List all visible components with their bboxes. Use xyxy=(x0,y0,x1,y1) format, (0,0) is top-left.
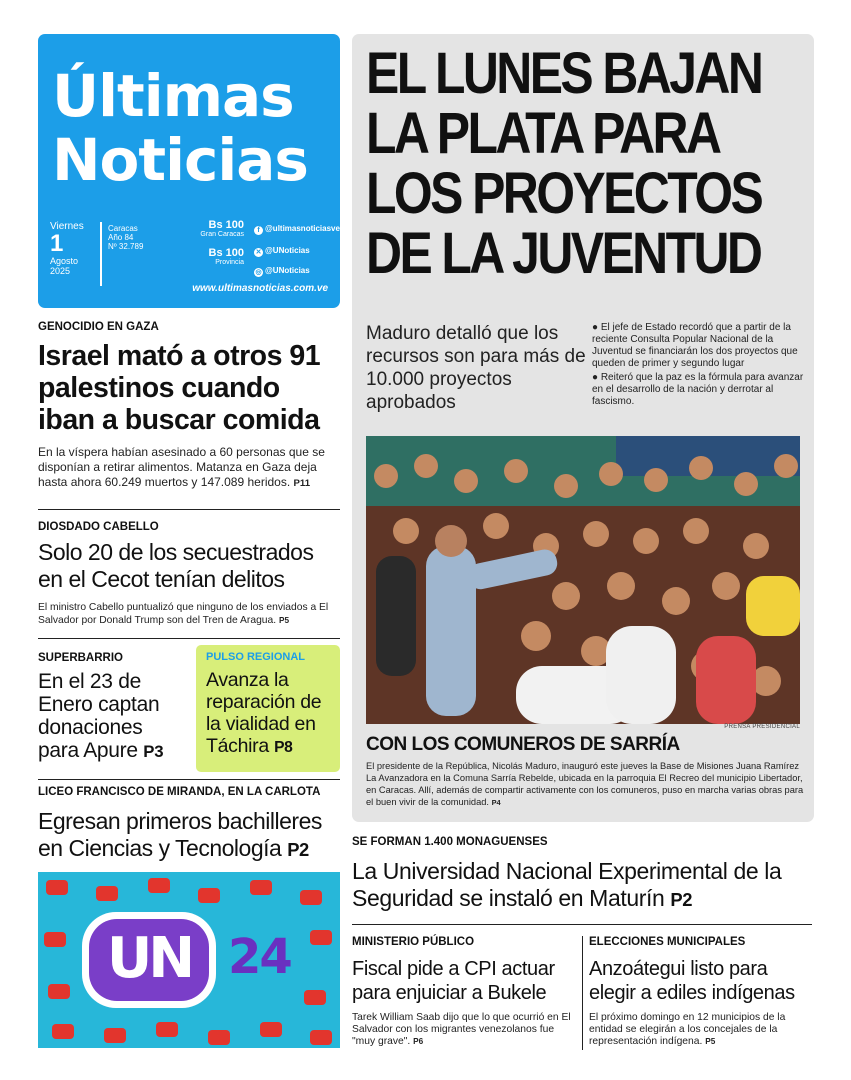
page-ref: P3 xyxy=(143,742,164,761)
summary-text: El próximo domingo en 12 municipios de la entidad se elegirán a los concejales de la representación indígena. xyxy=(589,1012,786,1047)
page-ref: P4 xyxy=(491,798,501,807)
instagram-handle: @UNoticias xyxy=(265,266,310,275)
masthead xyxy=(38,34,340,308)
kicker-pulso: PULSO REGIONAL xyxy=(206,651,306,663)
masthead-info xyxy=(50,219,340,290)
page-ref: P5 xyxy=(279,616,290,625)
summary-elecciones xyxy=(589,1012,809,1048)
headline-ministerio[interactable]: Fiscal pide a CPI actuar para enjuiciar a Bukele xyxy=(352,958,555,1004)
instagram-link[interactable] xyxy=(254,266,344,277)
twitter-handle: @UNoticias xyxy=(265,246,310,255)
lead-photo[interactable] xyxy=(366,436,800,724)
summary-ministerio xyxy=(352,1012,572,1048)
lead-headline-line: DE LA JUVENTUD xyxy=(366,221,761,286)
headline-text: Egresan primeros bachilleres en Ciencias y Tecnología xyxy=(38,808,322,861)
instagram-icon: ◎ xyxy=(255,269,262,276)
headline-elecciones[interactable]: Anzoátegui listo para elegir a ediles indígenas xyxy=(589,958,795,1004)
price-amount: Bs 100 xyxy=(208,247,244,259)
un-logo-card xyxy=(82,912,216,1008)
newspaper-logo[interactable] xyxy=(52,64,308,192)
headline-superbarrio[interactable] xyxy=(38,670,188,763)
lead-bullets xyxy=(592,322,804,410)
twitter-icon: ✕ xyxy=(255,249,262,256)
pulso-regional-box[interactable] xyxy=(196,645,340,772)
page-ref: P5 xyxy=(705,1037,716,1046)
kicker-gaza: GENOCIDIO EN GAZA xyxy=(38,321,159,333)
weekday: Viernes xyxy=(50,221,84,232)
logo-line-1: Últimas xyxy=(52,62,294,130)
bullet-text: Reiteró que la paz es la fórmula para avanzar en el desarrollo de la nación y derrotar al fascismo. xyxy=(592,372,804,407)
kicker-elecciones: ELECCIONES MUNICIPALES xyxy=(589,936,746,948)
summary-cabello xyxy=(38,601,340,627)
un24-advertisement[interactable] xyxy=(38,872,340,1048)
un-logo-inner xyxy=(89,919,209,1001)
column-divider xyxy=(582,936,583,1050)
issue-meta xyxy=(108,224,178,251)
facebook-link[interactable] xyxy=(254,224,344,235)
page-ref: P2 xyxy=(287,839,309,860)
logo-24-text: 24 xyxy=(228,929,291,985)
year-label: Año 84 xyxy=(108,233,134,242)
summary-text: Tarek William Saab dijo que lo que ocurrió en El Salvador con los migrantes venezolanos fue "muy grave". xyxy=(352,1012,571,1047)
un-logo-text: UN xyxy=(106,926,192,991)
kicker-ministerio: MINISTERIO PÚBLICO xyxy=(352,936,475,948)
page-ref: P6 xyxy=(413,1037,424,1046)
website-url[interactable]: www.ultimasnoticias.com.ve xyxy=(192,283,328,294)
divider xyxy=(38,779,340,780)
twitter-link[interactable] xyxy=(254,246,344,257)
city: Caracas xyxy=(108,224,138,233)
logo-line-2: Noticias xyxy=(52,126,308,194)
headline-text: En el 23 de Enero captan donaciones para Apure xyxy=(38,670,160,762)
page-ref: P11 xyxy=(293,478,311,489)
kicker-cabello: DIOSDADO CABELLO xyxy=(38,521,159,533)
kicker-liceo: LICEO FRANCISCO DE MIRANDA, EN LA CARLOTA xyxy=(38,786,321,798)
crowd-photo-illustration xyxy=(366,436,800,724)
price-region: Gran Caracas xyxy=(200,231,244,238)
issue-date xyxy=(50,222,94,276)
headline-text: Avanza la reparación de la vialidad en Táchira xyxy=(206,669,322,757)
facebook-icon: f xyxy=(254,226,263,235)
divider xyxy=(38,638,340,639)
divider xyxy=(38,509,340,510)
headline-cabello[interactable]: Solo 20 de los secuestrados en el Cecot tenían delitos xyxy=(38,539,314,592)
summary-text: En la víspera habían asesinado a 60 personas que se disponían a retirar alimentos. Matanza en Gaza deja hasta ahora 60.249 muertos y 147.089 heridos. xyxy=(38,445,325,489)
bullet-text: El jefe de Estado recordó que a partir de la reciente Consulta Popular Nacional de la Juventud se financiarán los dos proyectos que queden de primer y segundo lugar xyxy=(592,322,798,369)
headline-text: La Universidad Nacional Experimental de la Seguridad se instaló en Maturín xyxy=(352,858,782,911)
bullet-item xyxy=(592,372,804,408)
lead-headline-line: EL LUNES BAJAN xyxy=(366,41,762,106)
summary-text: El ministro Cabello puntualizó que ninguno de los enviados a El Salvador por Donald Trump son del Tren de Aragua. xyxy=(38,602,329,626)
bullet-item xyxy=(592,322,804,370)
facebook-handle: @ultimasnoticiasve xyxy=(265,224,340,233)
price-region: Provincia xyxy=(215,259,244,266)
month: Agosto xyxy=(50,256,79,266)
lead-headline-line: LA PLATA PARA xyxy=(366,101,720,166)
lead-headline[interactable] xyxy=(366,41,808,286)
price-provincia xyxy=(174,248,244,268)
page-ref: P2 xyxy=(670,889,693,910)
divider xyxy=(352,924,812,925)
issue-number: Nº 32.789 xyxy=(108,242,144,251)
bullet-icon: ● xyxy=(592,372,601,383)
headline-gaza[interactable]: Israel mató a otros 91 palestinos cuando iban a buscar comida xyxy=(38,340,321,436)
kicker-superbarrio: SUPERBARRIO xyxy=(38,652,123,664)
photo-caption xyxy=(366,760,804,809)
price-amount: Bs 100 xyxy=(208,219,244,231)
headline-monaguenses[interactable] xyxy=(352,858,812,913)
summary-gaza xyxy=(38,445,340,491)
photo-caption-title[interactable]: CON LOS COMUNEROS DE SARRÍA xyxy=(366,734,680,755)
page-ref: P8 xyxy=(274,739,293,756)
headline-liceo[interactable] xyxy=(38,808,340,863)
bullet-icon: ● xyxy=(592,322,601,333)
headline-pulso xyxy=(206,669,336,759)
price-caracas xyxy=(174,220,244,240)
photo-credit: PRENSA PRESIDENCIAL xyxy=(724,724,800,730)
day-number: 1 xyxy=(50,230,64,257)
lead-subheadline: Maduro detalló que los recursos son para más de 10.000 proyectos aprobados xyxy=(366,323,586,413)
lead-headline-line: LOS PROYECTOS xyxy=(366,161,762,226)
masthead-divider xyxy=(100,222,102,286)
caption-text: El presidente de la República, Nicolás Maduro, inauguró este jueves la Base de Misiones Juana Ramírez La Avanzadora en la Comuna Sarría Rebelde, ubicada en la parroquia El Recreo del municipio Libertador, en Caracas. Allí, además de compartir activamente con los comuneros, puso en marcha varias obras para el buen vivir de la comunidad. xyxy=(366,761,804,807)
kicker-monaguenses: SE FORMAN 1.400 MONAGUENSES xyxy=(352,836,548,848)
year: 2025 xyxy=(50,266,71,276)
